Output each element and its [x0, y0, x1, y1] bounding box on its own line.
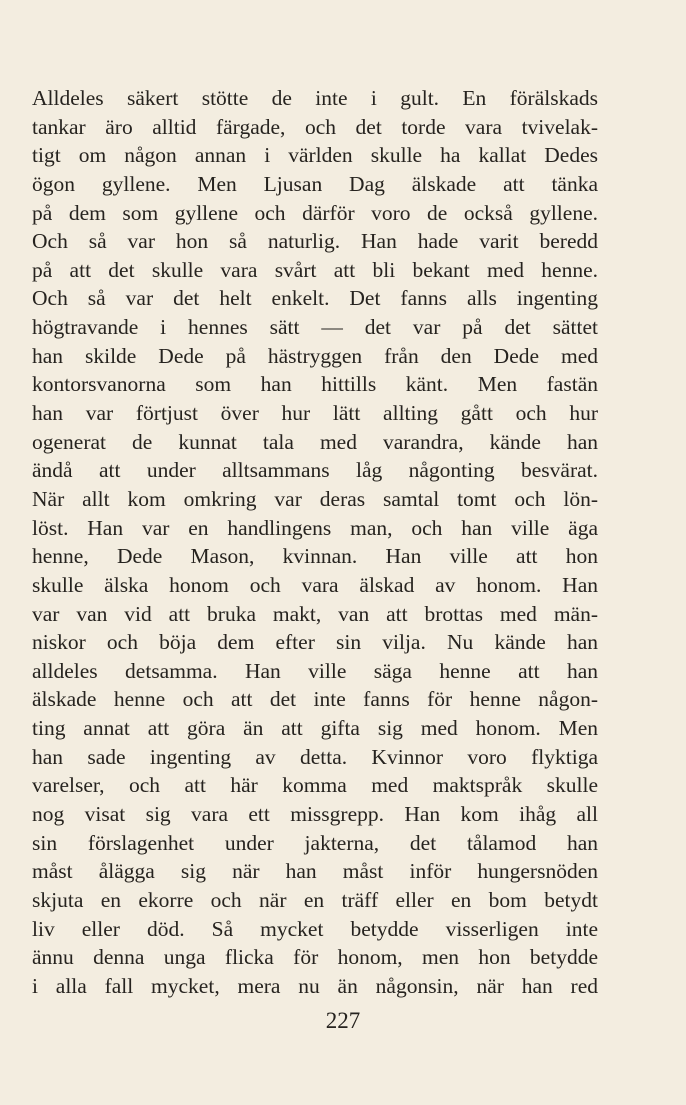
text-line: sin förslagenhet under jakterna, det tålamod han: [32, 830, 598, 855]
text-line: liv eller död. Så mycket betydde visserligen inte: [32, 916, 598, 941]
page-number: 227: [325, 1008, 361, 1033]
text-line: ogenerat de kunnat tala med varandra, kände han: [32, 429, 598, 454]
text-line: löst. Han var en handlingens man, och han ville äga: [32, 515, 598, 540]
text-line: Alldeles säkert stötte de inte i gult. En förälskads: [32, 86, 598, 110]
text-line: skulle älska honom och vara älskad av honom. Han: [32, 572, 598, 597]
text-line: varelser, och att här komma med maktspråk skulle: [32, 773, 598, 798]
text-line: ögon gyllene. Men Ljusan Dag älskade att tänka: [32, 171, 598, 196]
text-line: på att det skulle vara svårt att bli bekant med henne.: [32, 257, 598, 282]
text-line: i alla fall mycket, mera nu än någonsin, när han red: [32, 973, 598, 998]
text-line: skjuta en ekorre och när en träff eller en bom betydt: [32, 887, 598, 912]
text-line: nog visat sig vara ett missgrepp. Han kom ihåg all: [32, 802, 598, 827]
text-line: ändå att under alltsammans låg någonting besvärat.: [32, 458, 598, 483]
text-line: När allt kom omkring var deras samtal tomt och lön-: [32, 486, 598, 511]
text-line: han var förtjust över hur lätt allting gått och hur: [32, 401, 598, 426]
text-line: kontorsvanorna som han hittills känt. Men fastän: [32, 372, 598, 397]
text-line: Och så var det helt enkelt. Det fanns alls ingenting: [32, 286, 598, 311]
text-line: högtravande i hennes sätt — det var på det sättet: [32, 315, 598, 340]
text-line: ännu denna unga flicka för honom, men hon betydde: [32, 945, 598, 970]
text-line: måst ålägga sig när han måst inför hungersnöden: [32, 859, 598, 884]
text-line: han skilde Dede på hästryggen från den Dede med: [32, 343, 598, 368]
body-text: [32, 84, 598, 1001]
text-line: tankar äro alltid färgade, och det torde vara tvivelak-: [32, 114, 598, 139]
text-line: han sade ingenting av detta. Kvinnor voro flyktiga: [32, 744, 598, 769]
text-line: ting annat att göra än att gifta sig med honom. Men: [32, 716, 598, 741]
text-line: niskor och böja dem efter sin vilja. Nu kände han: [32, 630, 598, 655]
text-line: älskade henne och att det inte fanns för henne någon-: [32, 687, 598, 712]
text-line: på dem som gyllene och därför voro de också gyllene.: [32, 200, 598, 225]
text-line: alldeles detsamma. Han ville säga henne att han: [32, 658, 598, 683]
text-line: var van vid att bruka makt, van att brottas med män-: [32, 601, 598, 626]
text-line: Och så var hon så naturlig. Han hade varit beredd: [32, 229, 598, 254]
text-line: tigt om någon annan i världen skulle ha kallat Dedes: [32, 143, 598, 168]
text-line: henne, Dede Mason, kvinnan. Han ville att hon: [32, 544, 598, 569]
